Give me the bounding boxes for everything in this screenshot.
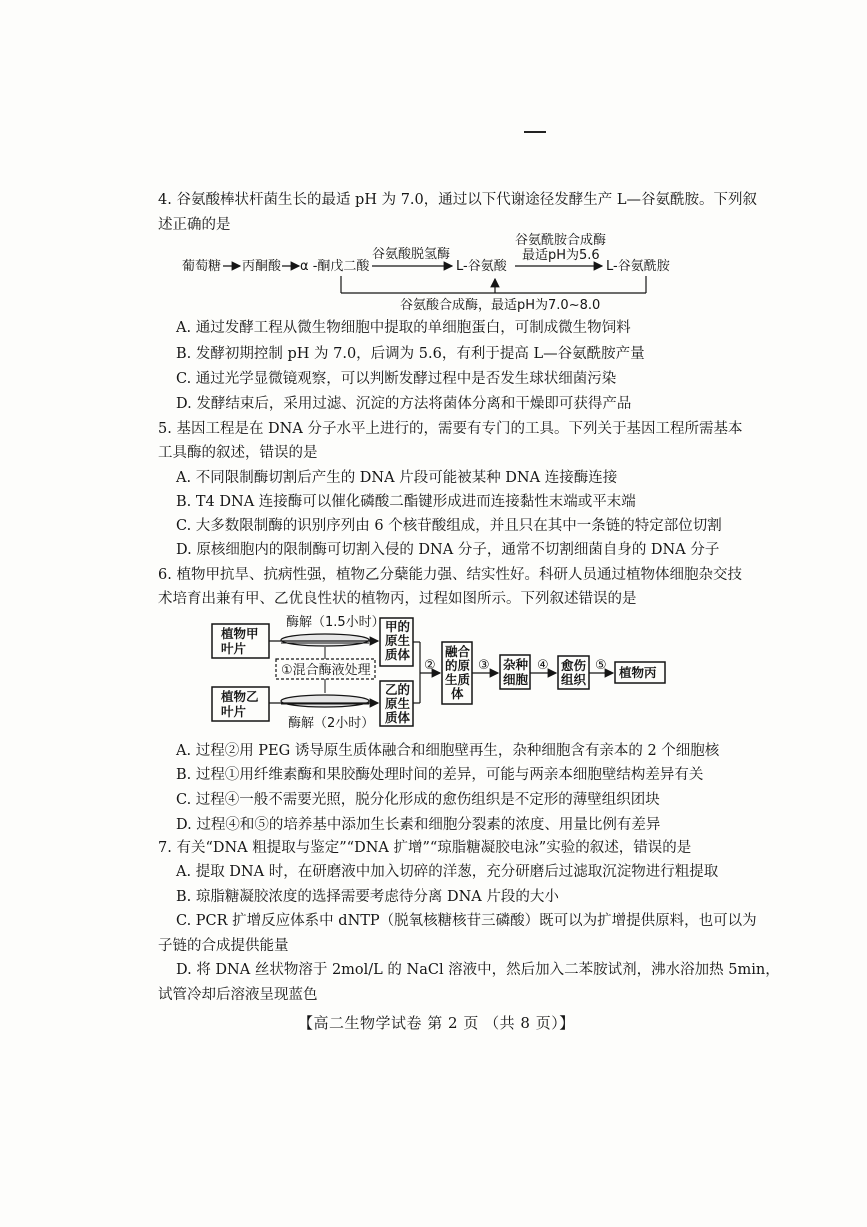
pathway-glutamine: L-谷氨酰胺 (606, 259, 670, 274)
pathway-pyruvate: 丙酮酸 (242, 259, 282, 274)
q6-fusion-diagram (212, 615, 665, 731)
q4-option-a: A. 通过发酵工程从微生物细胞中提取的单细胞蛋白，可制成微生物饲料 (176, 320, 631, 336)
q4-option-d: D. 发酵结束后，采用过滤、沉淀的方法将菌体分离和干燥即可获得产品 (176, 396, 632, 412)
q5-option-b: B. T4 DNA 连接酶可以催化磷酸二酯键形成进而连接黏性末端或平末端 (176, 494, 636, 510)
step-4-label: ④ (537, 658, 549, 673)
pathway-glucose: 葡萄糖 (182, 259, 222, 274)
q6-stem-line2: 术培育出兼有甲、乙优良性状的植物丙，过程如图所示。下列叙述错误的是 (158, 591, 637, 607)
enzyme-bottom-label: 酶解（2小时） (288, 716, 375, 731)
pathway-bottom-enzyme: 谷氨酸合成酶，最适pH为7.0~8.0 (400, 298, 601, 313)
pathway-akg: α -酮戊二酸 (300, 259, 370, 274)
protoplast-b-3: 质体 (385, 710, 411, 725)
q6-option-c: C. 过程④一般不需要光照，脱分化形成的愈伤组织是不定形的薄壁组织团块 (176, 792, 660, 808)
q6-stem-line1: 6. 植物甲抗旱、抗病性强，植物乙分蘖能力强、结实性好。科研人员通过植物体细胞杂交技 (158, 567, 742, 583)
q6-option-d: D. 过程④和⑤的培养基中添加生长素和细胞分裂素的浓度、用量比例有差异 (176, 817, 661, 833)
q6-option-b: B. 过程①用纤维素酶和果胶酶处理时间的差异，可能与两亲本细胞壁结构差异有关 (176, 767, 704, 783)
pathway-enzyme1: 谷氨酸脱氢酶 (372, 247, 451, 262)
protoplast-a-3: 质体 (385, 647, 411, 662)
plant-a-line2: 叶片 (221, 641, 247, 656)
petri-dish-bottom-icon (281, 695, 369, 707)
enzyme-top-label: 酶解（1.5小时） (286, 615, 385, 630)
step-5-label: ⑤ (595, 658, 607, 673)
q5-option-d: D. 原核细胞内的限制酶可切割入侵的 DNA 分子，通常不切割细菌自身的 DNA 分子 (176, 542, 720, 558)
fused-1: 融合 (445, 644, 471, 659)
plant-b-line1: 植物乙 (221, 689, 259, 704)
q5-option-c: C. 大多数限制酶的识别序列由 6 个核苷酸组成，并且只在其中一条链的特定部位切割 (176, 518, 722, 534)
pathway-enzyme2-ph: 最适pH为5.6 (522, 248, 600, 263)
mixed-enzyme-label: ①混合酶液处理 (281, 663, 371, 678)
fused-3: 生质 (445, 672, 471, 687)
protoplast-b-2: 原生 (385, 696, 411, 711)
fused-4: 体 (451, 686, 464, 701)
q4-stem-line2: 述正确的是 (158, 217, 231, 233)
fused-2: 的原 (445, 658, 471, 673)
protoplast-a-2: 原生 (385, 633, 411, 648)
hybrid-1: 杂种 (503, 657, 529, 672)
pathway-enzyme2: 谷氨酰胺合成酶 (515, 233, 607, 248)
q7-stem: 7. 有关“DNA 粗提取与鉴定”“DNA 扩增”“琼脂糖凝胶电泳”实验的叙述，错误的是 (158, 840, 692, 856)
q7-option-c-line2: 子链的合成提供能量 (158, 938, 289, 954)
q7-option-d-line1: D. 将 DNA 丝状物溶于 2mol/L 的 NaCl 溶液中，然后加入二苯胺试剂，沸水浴加热 5min， (176, 962, 780, 978)
q5-stem-line1: 5. 基因工程是在 DNA 分子水平上进行的，需要有专门的工具。下列关于基因工程所需基本 (158, 421, 743, 437)
pathway-glutamate: L-谷氨酸 (456, 259, 507, 274)
q6-option-a: A. 过程②用 PEG 诱导原生质体融合和细胞壁再生，杂种细胞含有亲本的 2 个细胞核 (176, 743, 720, 759)
q4-option-c: C. 通过光学显微镜观察，可以判断发酵过程中是否发生球状细菌污染 (176, 371, 617, 387)
q5-stem-line2: 工具酶的叙述，错误的是 (158, 445, 318, 461)
plant-a-line1: 植物甲 (221, 626, 259, 641)
callus-1: 愈伤 (561, 658, 587, 673)
q7-option-b: B. 琼脂糖凝胶浓度的选择需要考虑待分离 DNA 片段的大小 (176, 889, 559, 905)
page-footer: 【高二生物学试卷 第 2 页 （共 8 页）】 (298, 1014, 575, 1032)
q7-option-d-line2: 试管冷却后溶液呈现蓝色 (158, 987, 318, 1003)
q4-option-b: B. 发酵初期控制 pH 为 7.0，后调为 5.6，有利于提高 L—谷氨酰胺产量 (176, 346, 645, 362)
step-3-label: ③ (478, 658, 490, 673)
hybrid-2: 细胞 (503, 672, 529, 687)
q7-option-c-line1: C. PCR 扩增反应体系中 dNTP（脱氧核糖核苷三磷酸）既可以为扩增提供原料，也可以为 (176, 913, 757, 929)
q7-option-a: A. 提取 DNA 时，在研磨液中加入切碎的洋葱，充分研磨后过滤取沉淀物进行粗提取 (176, 864, 719, 880)
q4-stem-line1: 4. 谷氨酸棒状杆菌生长的最适 pH 为 7.0，通过以下代谢途径发酵生产 L—谷氨酰胺。下列叙 (158, 192, 757, 208)
protoplast-b-1: 乙的 (385, 682, 411, 697)
step-2-label: ② (424, 658, 436, 673)
q5-option-a: A. 不同限制酶切割后产生的 DNA 片段可能被某种 DNA 连接酶连接 (176, 470, 618, 486)
petri-dish-top-icon (281, 634, 369, 646)
plant-c-label: 植物丙 (619, 665, 657, 680)
protoplast-a-1: 甲的 (385, 619, 411, 634)
plant-b-line2: 叶片 (221, 704, 247, 719)
callus-2: 组织 (561, 672, 587, 687)
